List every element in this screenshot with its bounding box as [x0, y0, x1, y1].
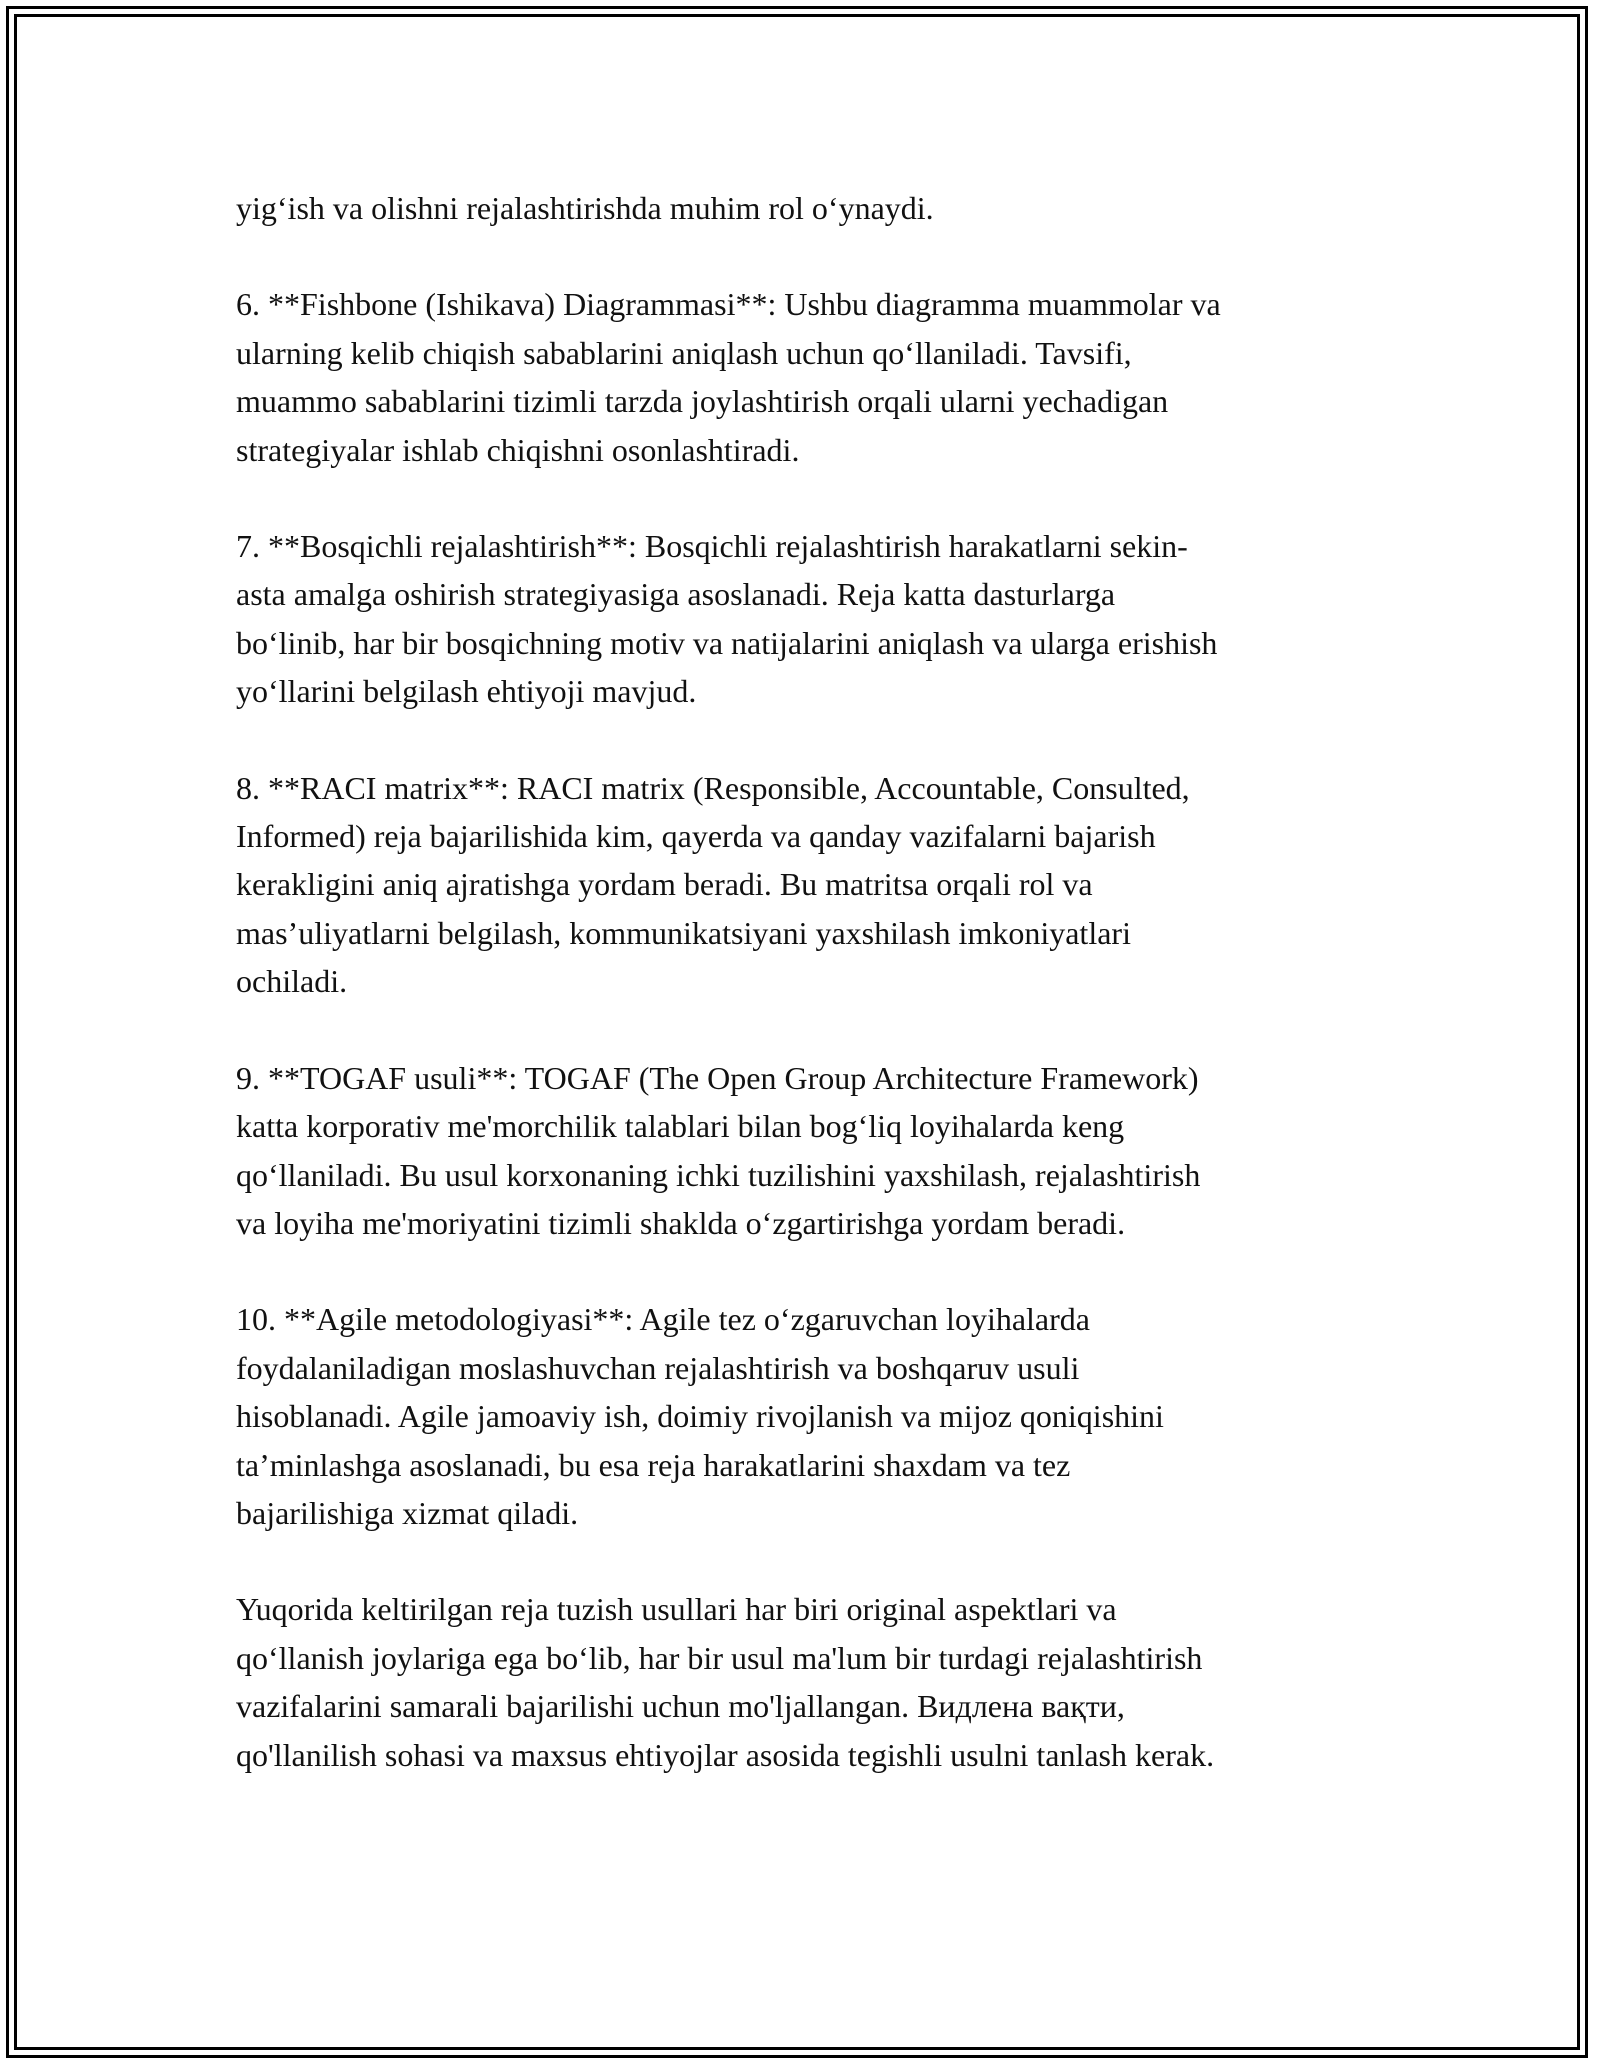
paragraph-fishbone: 6. **Fishbone (Ishikava) Diagrammasi**: Ushbu diagramma muammolar va ularning kelib chiqish sabablarini aniqlash uchun qo‘llaniladi. Tavsifi, muammo sabablarini tizimli tarzda joylashtirish orqali ularni yechadigan strategiyalar ishlab chiqishni osonlashtiradi. — [236, 286, 1221, 468]
paragraph-bosqichli: 7. **Bosqichli rejalashtirish**: Bosqichli rejalashtirish harakatlarni sekin- asta amalga oshirish strategiyasiga asoslanadi. Reja katta dasturlarga bo‘linib, har bir bosqichning motiv va natijalarini aniqlash va ularga erishish yo‘llarini belgilash ehtiyoji mavjud. — [236, 528, 1218, 710]
paragraph-conclusion: Yuqorida keltirilgan reja tuzish usullari har biri original aspektlari va qo‘llanish joylariga ega bo‘lib, har bir usul ma'lum bir turdagi rejalashtirish vazifalarini samarali bajarilishi uchun mo'ljallangan. Видлена вақти, qo'llanilish sohasi va maxsus ehtiyojlar asosida tegishli usulni tanlash kerak. — [236, 1591, 1215, 1773]
document-body — [236, 184, 1376, 1827]
paragraph-continuation: yig‘ish va olishni rejalashtirishda muhim rol o‘ynaydi. — [236, 190, 934, 226]
paragraph-togaf: 9. **TOGAF usuli**: TOGAF (The Open Group Architecture Framework) katta korporativ me'morchilik talablari bilan bog‘liq loyihalarda keng qo‘llaniladi. Bu usul korxonaning ichki tuzilishini yaxshilash, rejalashtirish va loyiha me'moriyatini tizimli shaklda o‘zgartirishga yordam beradi. — [236, 1059, 1201, 1241]
paragraph-agile: 10. **Agile metodologiyasi**: Agile tez o‘zgaruvchan loyihalarda foydalaniladigan moslashuvchan rejalashtirish va boshqaruv usuli hisoblanadi. Agile jamoaviy ish, doimiy rivojlanish va mijoz qoniqishini ta’minlashga asoslanadi, bu esa reja harakatlarini shaxdam va tez bajarilishiga xizmat qiladi. — [236, 1301, 1164, 1531]
paragraph-raci: 8. **RACI matrix**: RACI matrix (Responsible, Accountable, Consulted, Informed) reja bajarilishida kim, qayerda va qanday vazifalarni bajarish kerakligini aniq ajratishga yordam beradi. Bu matritsa orqali rol va mas’uliyatlarni belgilash, kommunikatsiyani yaxshilash imkoniyatlari ochiladi. — [236, 769, 1190, 1000]
